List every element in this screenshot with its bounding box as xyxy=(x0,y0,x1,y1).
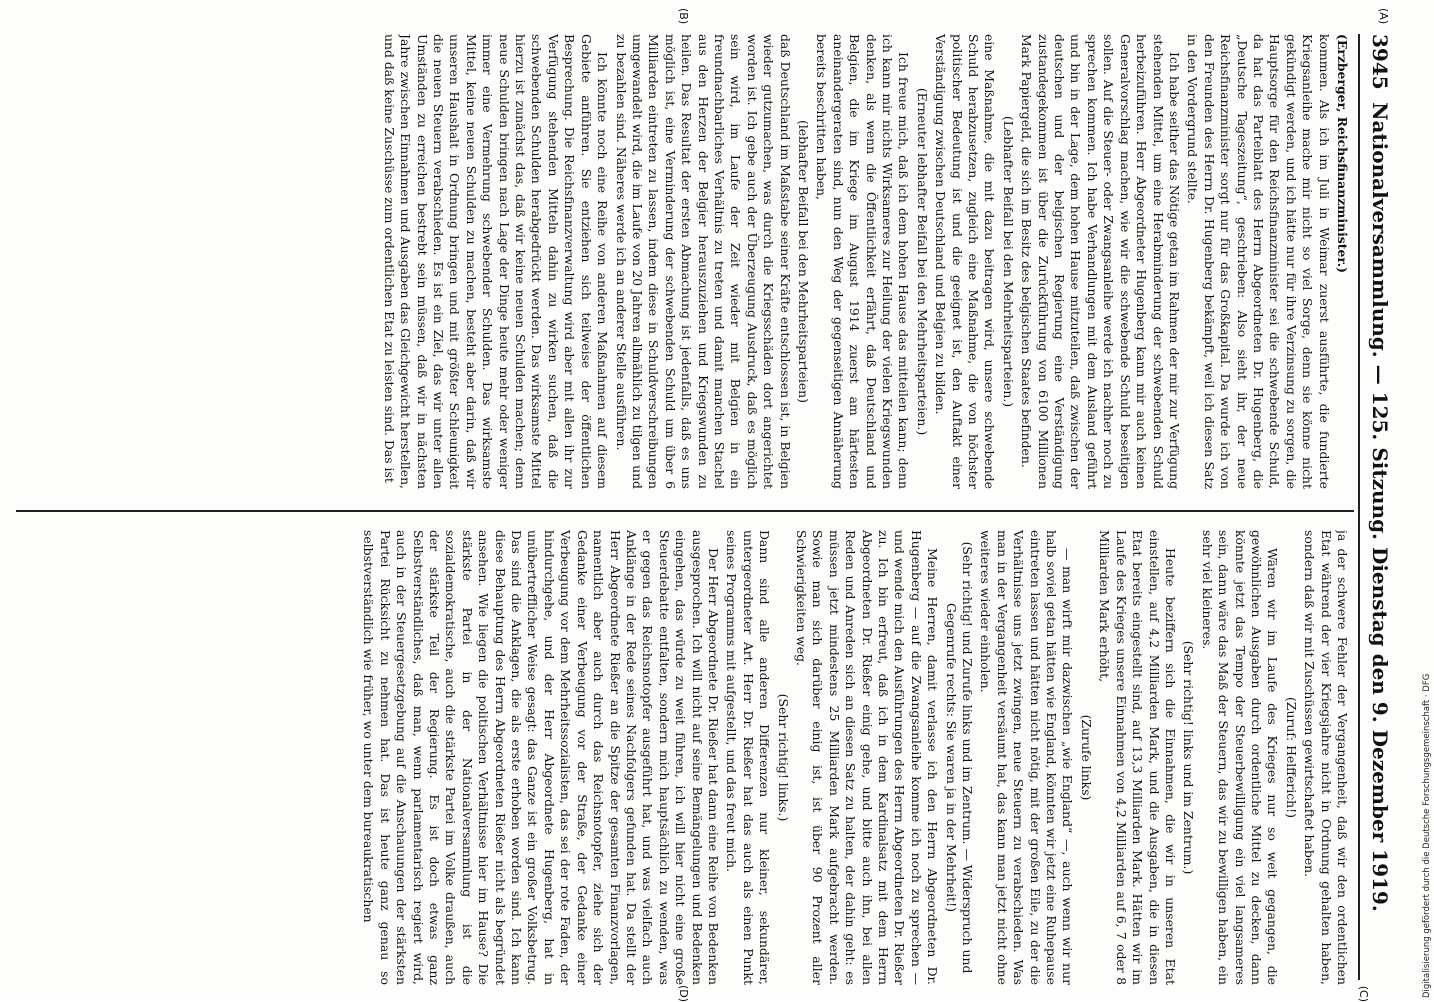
paragraph: Meine Herren, damit verlasse ich den Herrn Abgeordneten Dr. Hugenberg — auf die Zwangsanleihe komme ich noch zu sprechen — und wende mich den Ausführungen des Herrn Abgeordneten Dr. Rießer zu. Ich bin erfreut, daß ich in dem Kardinalsatz mit dem Herrn Abgeordneten Dr. Rießer einig gehe, und bitte auch ihn, bei allen Reden und Anreden sich an diesen Satz zu halten, der dahin geht: es müssen jetzt mindestens 25 Milliarden Mark aufgebracht werden. Sowie man sich darüber einig ist, ist über 90 Prozent aller Schwierigkeiten weg. xyxy=(794,530,941,985)
interjection: (Sehr richtig! links.) xyxy=(775,693,791,822)
margin-letter-b: (B) xyxy=(677,8,690,25)
interjection: (Zuruf: Helfferich!) xyxy=(1283,697,1299,818)
paragraph: Ich habe seither das Nötige getan im Rahmen der mir zur Verfügung stehenden Mittel, um eine Herabminderung der schwebenden Schuld herbeizuführen. Herr Abgeordneter Hugenberg kann mir auch keinen Generalvorschlag machen, wie wir die schwebende Schuld beseitigen sollen. Auf die Steuer- oder Zwangsanleihe werde ich nachher noch zu sprechen kommen. Ich habe Verhandlungen mit dem Ausland geführt und bin in der Lage, dem hohen Hause mitzuteilen, daß zwischen der deutschen und der belgischen Regierung eine Verständigung zustandegekommen ist über die Zurückführung von 6100 Millionen Mark Papiergeld, die sich im Besitz des belgischen Staates befinden. xyxy=(1019,34,1182,489)
page-number: 3945 xyxy=(1368,34,1392,90)
left-column xyxy=(16,34,1350,489)
paragraph: eine Maßnahme, die mit dazu beitragen wird, unsere schwebende Schuld herabzusetzen, zugleich eine Maßnahme, die von höchster politischer Bedeutung ist und die geeignet ist, den Auftakt einer Verständigung zwischen Deutschland und Belgien zu bilden. xyxy=(933,34,998,489)
interjection: (Lebhafter Beifall bei den Mehrheitsparteien.) xyxy=(1000,115,1016,408)
paragraph: Ich freue mich, daß ich dem hohen Hause das mitteilen kann; denn ich kann mir nichts Wirksameres zur Heilung der vielen Kriegswunden denken, als wenn die Öffentlichkeit erfährt, daß Deutschland und Belgien, die im Kriege im August 1914 zuerst am härtesten aneinandergeraten sind, nun den Weg der gegenseitigen Annäherung bereits beschritten haben, xyxy=(814,34,912,489)
paragraph: Ich könnte noch eine Reihe von anderen Maßnahmen auf diesem Gebiete anführen. Sie entziehen sich teilweise der öffentlichen Besprechung. Die Reichsfinanzverwaltung wird aber mit allen ihr zur Verfügung stehenden Mitteln dahin zu wirken suchen, daß die schwebenden Schulden herabgedrückt werden. Das wirksamste Mittel hierzu ist zunächst das, daß wir keine neuen Schulden machen; denn neue Schulden bringen nach Lage der Dinge heute mehr oder weniger immer eine Vermehrung schwebender Schulden. Das wirksamste Mittel, keine neuen Schulden zu machen, besteht aber darin, daß wir unseren Haushalt in Ordnung bringen und mit größter Schleunigkeit die neuen Steuern verabschieden. Es ist ein Ziel, das wir unter allen Umständen zu erreichen bestrebt sein müssen, daß wir in nächsten Jahre zwischen Einnahmen und Ausgaben das Gleichgewicht herstellen, und daß keine Zuschüsse zum ordentlichen Etat zu leisten sind. Das ist xyxy=(381,34,611,489)
margin-letter-c: (C) xyxy=(1357,985,1370,1002)
digitization-credit-text: Digitalisierung gefördert durch die Deutsche Forschungsgemeinschaft xyxy=(1422,699,1432,998)
paragraph: — man wirft mir dazwischen „wie England“ —, auch wenn wir nur halb soviel getan hätten wie England, könnten wir jetzt eine Ruhepause eintreten lassen und hätten nicht nötig, mit der großen Eile, zu der die Verhältnisse uns jetzt zwingen, neue Steuern zu verabschieden. Was man in der Vergangenheit versäumt hat, das kann man jetzt nicht ohne weiteres wieder einholen. xyxy=(978,530,1076,985)
column-divider xyxy=(16,510,1354,512)
interjection: (Erneuter lebhafter Beifall bei den Mehrheitsparteien.) xyxy=(914,87,930,436)
page-header xyxy=(1362,34,1396,980)
interjection: (lebhafter Beifall bei den Mehrheitsparteien) xyxy=(796,120,811,403)
margin-letter-a: (A) xyxy=(1377,8,1390,25)
paragraph: Wären wir im Laufe des Krieges nur so weit gegangen, die gewöhnlichen Ausgaben durch ordentliche Mittel zu decken, dann könnte jetzt das Tempo der Steuerbewilligung ein viel langsameres sein, dann wäre das Maß der Steuern, das wir zu bewilligen haben, ein sehr viel kleineres. xyxy=(1199,530,1281,985)
interjection: (Zurufe links) xyxy=(1078,714,1094,801)
dfg-logo-text: DFG xyxy=(1422,673,1432,692)
page-title: Nationalversammlung. — 125. Sitzung. Dienstag den 9. Dezember 1919. xyxy=(1368,102,1392,912)
right-column xyxy=(16,530,1350,985)
speaker-label: (Erzberger, Reichsfinanzminister.) xyxy=(1335,34,1350,273)
paragraph: Der Herr Abgeordnete Dr. Rießer hat dann eine Reihe von Bedenken ausgesprochen. Ich will nicht auf seine Bemängelungen und Bedenken eingehen, das würde zu weit führen, ich will hier nicht eine große Steuerdebatte entfalten, sondern mich hauptsächlich zu wenden, was er gegen das Reichsnotopfer ausgeführt hat, und was vielfach auch Anklänge in der Rede seines Nachfolgers gefunden hat. Da stellt der Herr Abgeordnete Rießer an die Spitze der gesamten Finanzvorlagen, namentlich aber auch durch das Reichsnotopfer, ziehe sich der Gedanke einer Verbeugung vor der Straße, der Gedanke einer Verbeugung vor dem Mehrheitssozialisten, das sei der rote Faden, der hindurchgehe, und der Herr Abgeordnete Hugenberg, hat in unübertrefflicher Weise gesagt: das Ganze ist ein großer Volksbetrug. Das sind die Anklagen, die als erste erhoben worden sind. Ich kann diese Behauptung des Herrn Abgeordneten Rießer nicht als begründet ansehen. Wie liegen die politischen Verhältnisse hier im Hause? Die stärkste Partei in der Nationalversammlung ist die sozialdemokratische, auch die stärkste Partei im Volke draußen, auch der stärkste Teil der Regierung. Es ist doch etwas ganz Selbstverständliches, daß man, wenn parlamentarisch regiert wird, auch in der Steuergesetzgebung auf die Anschauungen der stärksten Partei Rücksicht zu nehmen hat. Das ist heute ganz genau so selbstverständlich wie früher, wo unter dem bureaukratischen xyxy=(361,530,721,985)
interjection: (Sehr richtig! und Zurufe links und im Zentrum. — Widerspruch und Gegenrufe rechts: Sie waren ja in der Mehrheit!) xyxy=(943,541,976,974)
paragraph: Dann sind alle anderen Differenzen nur kleiner, sekundärer, untergeordneter Art. Herr Dr. Rießer hat das auch als einen Punkt seines Programms mit aufgestellt, und das freut mich. xyxy=(724,530,773,985)
paragraph: ja der schwere Fehler der Vergangenheit, daß wir den ordentlichen Etat während der vier Kriegsjahre nicht in Ordnung gehalten haben, sondern daß wir mit Zuschüssen gewirtschaftet haben. xyxy=(1302,530,1350,985)
digitization-credit: Digitalisierung gefördert durch die Deutsche Forschungsgemeinschaft · DFG xyxy=(1422,673,1432,998)
paragraph: Heute beziffern sich die Einnahmen, die wir in unseren Etat einstellen, auf 4,2 Milliarden Mark, und die Ausgaben, die in diesen Etat bereits eingestellt sind, auf 13,3 Milliarden Mark. Hätten wir im Laufe des Krieges unsere Einnahmen von 4,2 Milliarden auf 6, 7 oder 8 Milliarden Mark erhöht, xyxy=(1097,530,1178,985)
interjection: (Sehr richtig! links und im Zentrum.) xyxy=(1181,640,1197,875)
header-rule xyxy=(1358,34,1360,980)
margin-letter-d: (D) xyxy=(677,984,690,1002)
paragraph: daß Deutschland im Maßstabe seiner Kräfte entschlossen ist, in Belgien wieder gutzumachen, was durch die Kriegsschäden dort angerichtet worden ist. Ich gebe auch der Überzeugung Ausdruck, daß es möglich sein wird, im Laufe der Zeit wieder mit Belgien in ein freundnachbarliches Verhältnis zu treten und damit manchen Stachel aus den Herzen der Belgier herauszuziehen und Kriegswunden zu heilen. Das Resultat der ersten Abmachung ist jedenfalls, daß es uns möglich ist, eine Verminderung der schwebenden Schuld um über 6 Milliarden eintreten zu lassen, indem diese in Schuldverschreibungen umgewandelt wird, die im Laufe von 20 Jahren allmählich zu tilgen und zu bezahlen sind. Näheres werde ich an anderer Stelle ausführen. xyxy=(613,34,793,489)
dfg-credit-strip xyxy=(1422,8,1432,998)
paragraph: kommen. Als ich im Juli in Weimar zuerst ausführte, die fundierte Kriegsanleihe mache mir nicht so viel Sorge, denn sie könne nicht gekündigt werden, und ich hätte nur für ihre Verzinsung zu sorgen, die Hauptsorge für den Reichsfinanzminister sei die schwebende Schuld, da hat das Parteiblatt des Herrn Abgeordneten Dr. Hugenberg, die „Deutsche Tageszeitung“, geschrieben: Also sieht ihr, der neue Reichsfinanzminister sorgt nur für das Großkapital. Da wurde ich von den Freunden des Herrn Dr. Hugenberg bekämpft, weil ich diesen Satz in den Vordergrund stellte. xyxy=(1185,34,1332,489)
